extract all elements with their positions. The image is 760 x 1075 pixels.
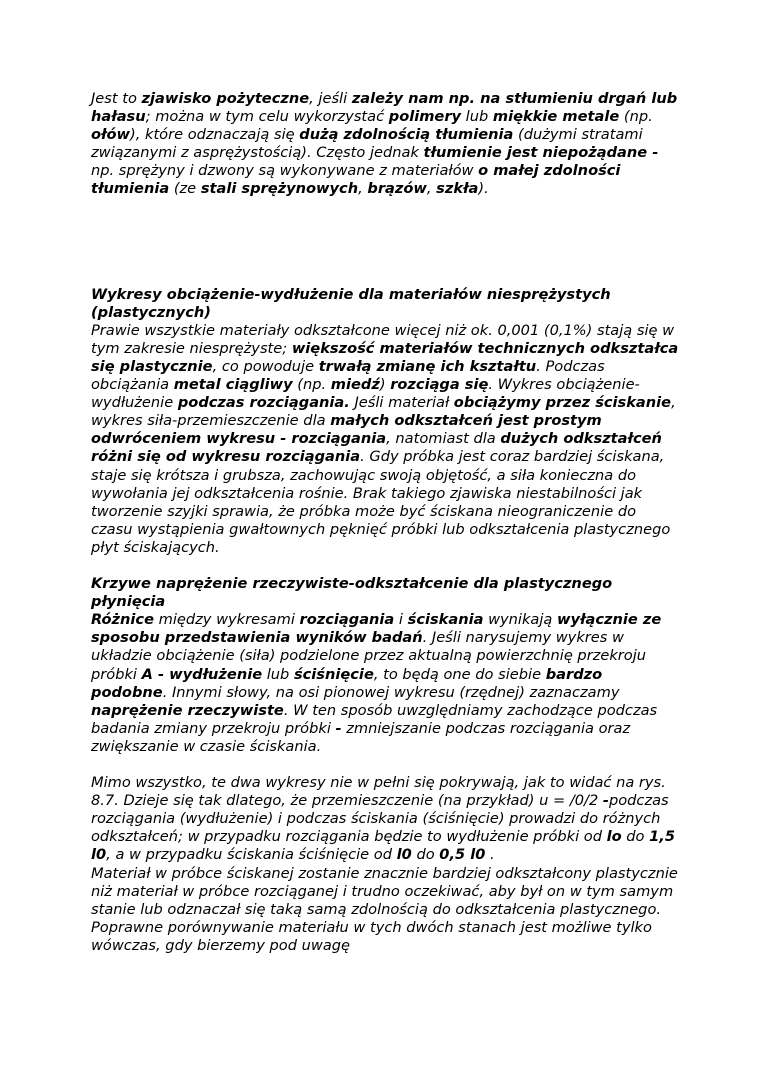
bold-run: wyłącznie ze sposobu przedstawienia wyników badań — [91, 611, 662, 647]
bold-run: podczas rozciągania. — [177, 394, 350, 412]
bold-run: bardzo podobne — [91, 665, 603, 701]
text-run: Jeśli materiał — [349, 394, 454, 412]
paragraph-damping — [91, 90, 681, 199]
bold-run: szkła — [436, 180, 479, 198]
bold-run: naprężenie rzeczywiste — [91, 701, 284, 719]
text-run: . W ten sposób uwzględniamy zachodzące podczas badania zmiany przekroju próbki — [91, 701, 658, 737]
text-run: ) — [379, 376, 391, 394]
bold-run: ołów — [91, 126, 131, 144]
paragraph-differences — [91, 611, 681, 756]
text-run: Jest to — [91, 90, 142, 107]
text-run: , wykres siła-przemieszczenie dla — [91, 394, 676, 430]
text-run: podczas rozciągania (wydłużenie) i podczas ściskania (ściśnięcie) prowadzi do różnych odkształceń; w przypadku rozciągania będzie to wydłużenie próbki od — [91, 792, 669, 846]
text-run: . Podczas obciążania — [91, 357, 605, 394]
text-run: . Jeśli narysujemy wykres w układzie obciążenie (siła) podzielone przez aktualną powierzchnię przekroju próbki — [91, 629, 647, 683]
text-run: do — [621, 828, 650, 846]
text-run: między wykresami — [153, 611, 300, 629]
text-run: ). — [478, 180, 489, 198]
bold-run: stali sprężynowych — [200, 180, 359, 198]
spacer — [91, 756, 681, 774]
bold-run: l0 — [396, 846, 412, 864]
text-run: , — [426, 180, 437, 198]
heading-true-stress: Krzywe naprężenie rzeczywiste-odkształcenie dla plastycznego płynięcia — [91, 575, 613, 611]
bold-run: dużą zdolnością tłumienia — [299, 126, 514, 144]
text-run: . — [485, 846, 495, 864]
text-run: . Gdy próbka jest coraz bardziej ściskana, staje się krótsza i grubsza, zachowując swoją objętość, a siła konieczna do wywołania jej odkształcenia rośnie. Brak takiego zjawiska niestabilności jak tworzenie szyjki sprawia, że próbka może być ściskana nieograniczenie do czasu wystąpienia gwałtownych pęknięć próbki lub odkształcenia plastycznego płyt ściskających. — [91, 448, 671, 556]
text-run: zmniejszanie podczas rozciągania oraz zwiększanie w czasie ściskania. — [91, 719, 631, 755]
bold-run: polimery — [388, 108, 462, 126]
text-run: i — [394, 611, 408, 629]
document-page — [91, 90, 681, 955]
bold-run: ściśnięcie — [293, 665, 374, 683]
bold-run: rozciąga się — [390, 376, 489, 394]
text-run: lub — [262, 665, 294, 683]
bold-run: większość materiałów technicznych odkształca się plastycznie — [91, 339, 679, 375]
text-run: Prawie wszystkie materiały odkształcone więcej niż ok. 0,001 (0,1%) stają się w tym zakresie niesprężyste; — [91, 321, 675, 357]
text-run: do — [411, 846, 440, 864]
text-run: np. sprężyny i dzwony są wykonywane z materiałów — [91, 162, 479, 180]
bold-run: zjawisko pożyteczne — [141, 90, 310, 107]
bold-run: zależy nam np. na stłumieniu drgań lub hałasu — [91, 90, 678, 126]
spacer — [91, 199, 681, 286]
bold-run: o małej zdolności tłumienia — [91, 162, 621, 198]
text-run: , a w przypadku ściskania ściśnięcie od — [106, 846, 397, 864]
text-run: wynikają — [483, 611, 558, 629]
bold-run: metal ciągliwy — [173, 376, 293, 394]
bold-run: 0,5 l0 — [439, 846, 486, 864]
bold-run: lo — [606, 828, 622, 846]
text-run: , natomiast dla — [386, 430, 501, 448]
text-run: (np. — [619, 108, 653, 126]
bold-run: A - wydłużenie — [141, 665, 263, 683]
bold-run: małych odkształceń jest prostym odwróceniem wykresu - rozciągania — [91, 412, 602, 448]
text-run: , co powoduje — [212, 357, 319, 375]
text-run: . Wykres obciążenie-wydłużenie — [91, 376, 640, 412]
bold-run: trwałą zmianę ich kształtu — [318, 357, 537, 375]
bold-run: dużych odkształceń różni się od wykresu rozciągania — [91, 430, 662, 466]
text-run: lub — [461, 108, 493, 126]
paragraph-compressed-material: Materiał w próbce ściskanej zostanie znacznie bardziej odkształcony plastycznie niż materiał w próbce rozciąganej i trudno oczekiwać, aby był on w tym samym stanie lub odznaczał się taką samą zdolnością do odkształcenia plastycznego. Poprawne porównywanie materiału w tych dwóch stanach jest możliwe tylko wówczas, gdy bierzemy pod uwagę — [91, 864, 678, 954]
bold-run: ściskania — [407, 611, 484, 629]
bold-run: miedź — [330, 376, 380, 394]
paragraph-plastic — [91, 322, 681, 557]
text-run: , to będą one do siebie — [373, 665, 546, 683]
bold-run: brązów — [367, 180, 427, 198]
bold-run: obciążymy przez ściskanie — [453, 394, 672, 412]
bold-run: tłumienie jest niepożądane - — [423, 144, 659, 162]
text-run: Mimo wszystko, te dwa wykresy nie w pełni się pokrywają, jak to widać na rys. 8.7. Dzieje się tak dlatego, że przemieszczenie (na przykład) u = /0/2 — [91, 774, 666, 810]
text-run: , — [358, 180, 368, 198]
text-run: . Innymi słowy, na osi pionowej wykresu (rzędnej) zaznaczamy — [162, 683, 620, 701]
text-run: ), które odznaczają się — [130, 126, 300, 144]
bold-run: Różnice — [91, 611, 154, 629]
text-run: , jeśli — [309, 90, 352, 107]
heading-load-elongation: Wykresy obciążenie-wydłużenie dla materiałów niesprężystych (plastycznych) — [91, 285, 611, 321]
bold-run: - — [602, 792, 609, 810]
spacer — [91, 557, 681, 575]
text-run: (np. — [292, 376, 331, 394]
bold-run: rozciągania — [299, 611, 395, 629]
text-run: ; można w tym celu wykorzystać — [145, 108, 389, 126]
bold-run: - — [335, 719, 342, 737]
text-run: (ze — [169, 180, 201, 198]
bold-run: miękkie metale — [492, 108, 620, 126]
bold-run: 1,5 l0 — [91, 828, 675, 864]
text-run: (dużymi stratami związanymi z asprężystością). Często jednak — [91, 126, 643, 162]
paragraph-curves-differ — [91, 774, 681, 864]
